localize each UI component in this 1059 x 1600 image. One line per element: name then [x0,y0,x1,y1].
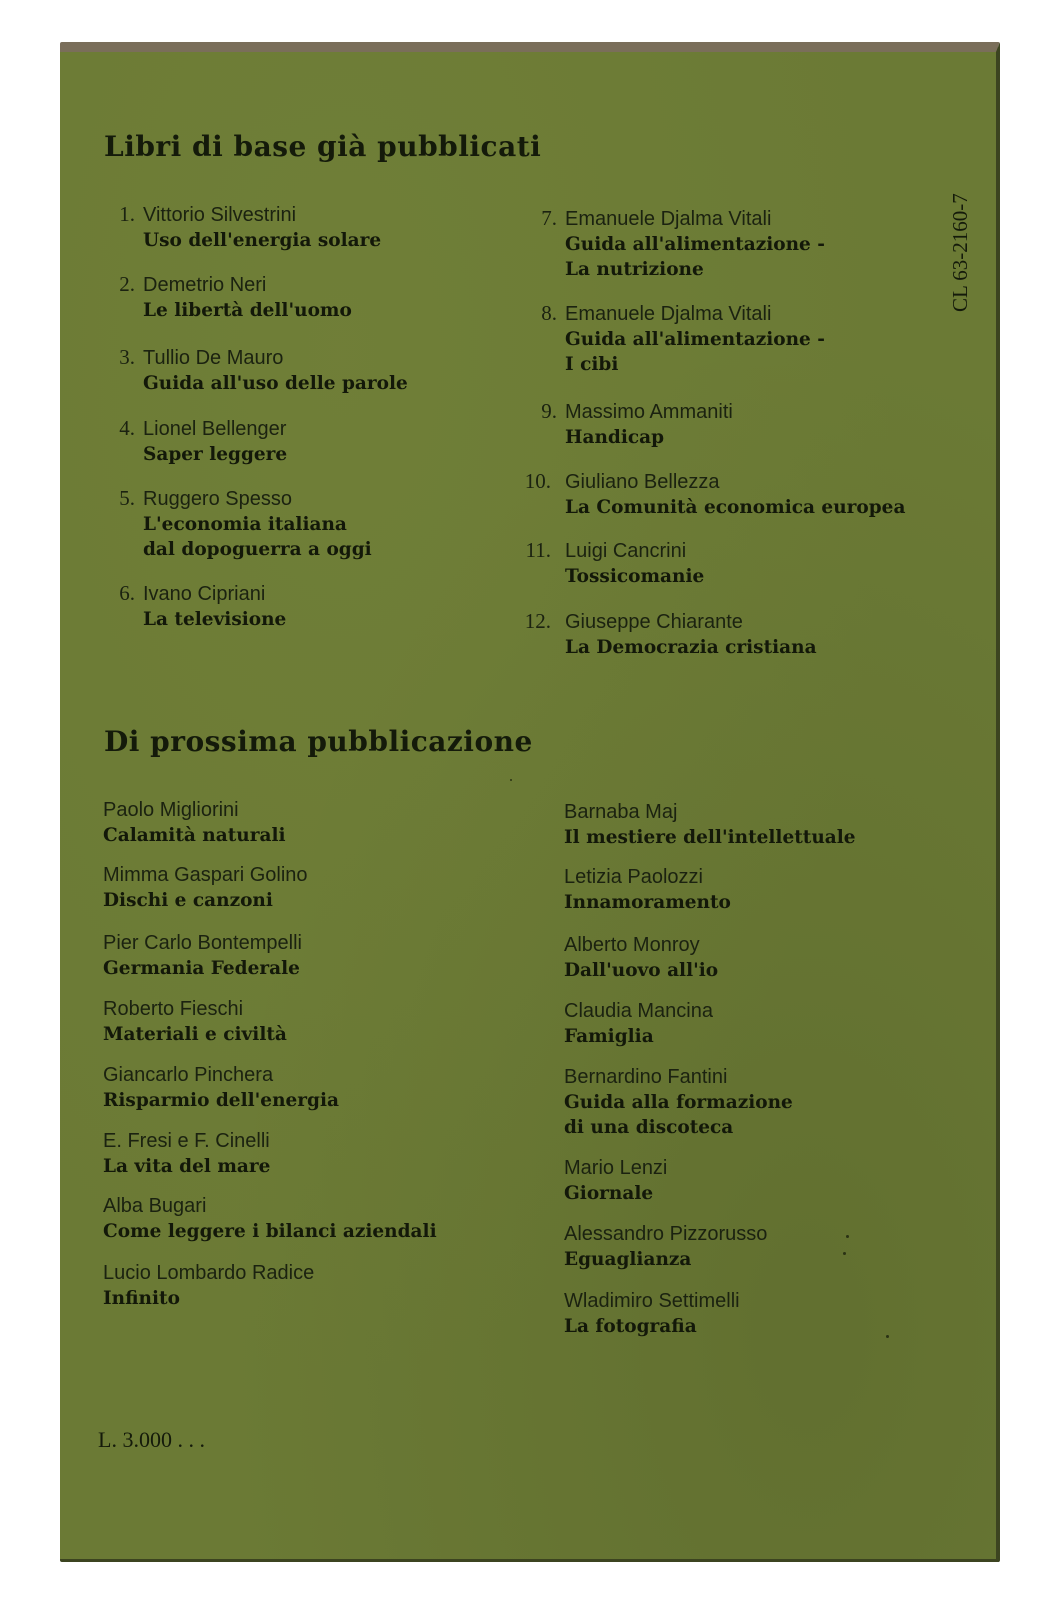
item-author: Alessandro Pizzorusso [564,1223,768,1245]
item-author: Claudia Mancina [564,1000,713,1022]
speck [846,1235,849,1238]
item-author: Bernardino Fantini [564,1066,728,1088]
upcoming-item [564,799,984,850]
item-author: Mimma Gaspari Golino [103,864,308,886]
upcoming-item [103,1062,523,1113]
item-title: Saper leggere [143,444,288,465]
item-title: Guida all'alimentazione - La nutrizione [565,234,825,280]
item-author: Mario Lenzi [564,1157,668,1179]
upcoming-item [564,1221,984,1272]
item-author: Tullio De Mauro [143,347,284,369]
upcoming-heading: Di prossima pubblicazione [104,725,533,758]
item-author: Emanuele Djalma Vitali [565,208,772,230]
item-title: Germania Federale [103,958,300,979]
published-item [524,609,985,660]
price-label: L. 3.000 . . . [98,1427,205,1452]
item-author: Ruggero Spesso [143,488,292,510]
item-title: L'economia italiana dal dopoguerra a oggi [143,514,372,560]
item-number: 3. [119,345,135,369]
published-item [524,469,985,520]
item-title: Eguaglianza [564,1249,692,1270]
item-author: Letizia Paolozzi [564,866,703,888]
item-number: 10. [524,469,551,493]
upcoming-item [564,1155,984,1206]
item-title: Guida all'alimentazione - I cibi [565,329,825,375]
item-author: Giuliano Bellezza [565,471,720,493]
item-title: La Democrazia cristiana [565,637,817,658]
item-title: La Comunità economica europea [565,497,906,518]
published-item [119,272,563,323]
published-item [119,416,563,467]
item-title: Guida all'uso delle parole [143,373,408,394]
speck [886,1335,889,1338]
upcoming-item [103,996,523,1047]
item-number: 9. [541,399,557,423]
item-title: Tossicomanie [565,566,705,587]
item-title: Innamoramento [564,892,731,913]
published-item [119,581,563,632]
item-author: Barnaba Maj [564,801,678,823]
item-author: Giancarlo Pinchera [103,1064,274,1086]
item-author: Ivano Cipriani [143,583,266,605]
catalog-code-text: CL 63-2160-7 [948,193,972,312]
speck [510,779,512,781]
upcoming-item [103,797,523,848]
item-number: 8. [541,301,557,325]
item-title: Handicap [565,427,665,448]
item-title: Il mestiere dell'intellettuale [564,827,856,848]
published-item [541,301,985,377]
upcoming-item [103,1260,523,1311]
item-title: Dall'uovo all'io [564,960,719,981]
item-number: 12. [524,609,551,633]
upcoming-item [564,998,984,1049]
item-author: Luigi Cancrini [565,540,687,562]
item-title: La vita del mare [103,1156,271,1177]
item-title: Come leggere i bilanci aziendali [103,1221,437,1242]
item-title: La fotografia [564,1316,697,1337]
item-number: 1. [119,202,135,226]
item-author: Paolo Migliorini [103,799,239,821]
item-number: 6. [119,581,135,605]
item-author: Giuseppe Chiarante [565,611,743,633]
published-item [119,486,563,562]
item-author: Alba Bugari [103,1195,207,1217]
published-heading: Libri di base già pubblicati [104,130,542,163]
item-author: Massimo Ammaniti [565,401,733,423]
item-title: Materiali e civiltà [103,1024,287,1045]
item-author: E. Fresi e F. Cinelli [103,1130,270,1152]
published-item [525,538,985,589]
item-number: 4. [119,416,135,440]
item-author: Roberto Fieschi [103,998,244,1020]
item-number: 5. [119,486,135,510]
item-author: Lionel Bellenger [143,418,287,440]
item-title: Famiglia [564,1026,654,1047]
item-author: Alberto Monroy [564,934,700,956]
item-title: Guida alla formazione di una discoteca [564,1092,793,1138]
upcoming-item [564,864,984,915]
published-item [119,202,563,253]
item-number: 7. [541,206,557,230]
upcoming-item [564,1288,984,1339]
published-item [119,345,563,396]
item-title: Le libertà dell'uomo [143,300,352,321]
item-author: Pier Carlo Bontempelli [103,932,302,954]
item-number: 11. [525,538,551,562]
published-item [541,399,985,450]
item-author: Lucio Lombardo Radice [103,1262,315,1284]
upcoming-item [103,1128,523,1179]
speck [843,1252,846,1255]
item-title: Infinito [103,1288,180,1309]
upcoming-item [103,1193,523,1244]
book-back-cover [60,42,1000,1562]
item-title: Dischi e canzoni [103,890,273,911]
upcoming-item [564,1064,984,1140]
item-author: Wladimiro Settimelli [564,1290,740,1312]
item-number: 2. [119,272,135,296]
item-title: Calamità naturali [103,825,286,846]
item-title: Giornale [564,1183,654,1204]
item-title: La televisione [143,609,287,630]
upcoming-item [564,932,984,983]
upcoming-item [103,930,523,981]
item-title: Risparmio dell'energia [103,1090,339,1111]
upcoming-item [103,862,523,913]
item-title: Uso dell'energia solare [143,230,382,251]
published-item [541,206,985,282]
item-author: Vittorio Silvestrini [143,204,297,226]
item-author: Emanuele Djalma Vitali [565,303,772,325]
item-author: Demetrio Neri [143,274,267,296]
